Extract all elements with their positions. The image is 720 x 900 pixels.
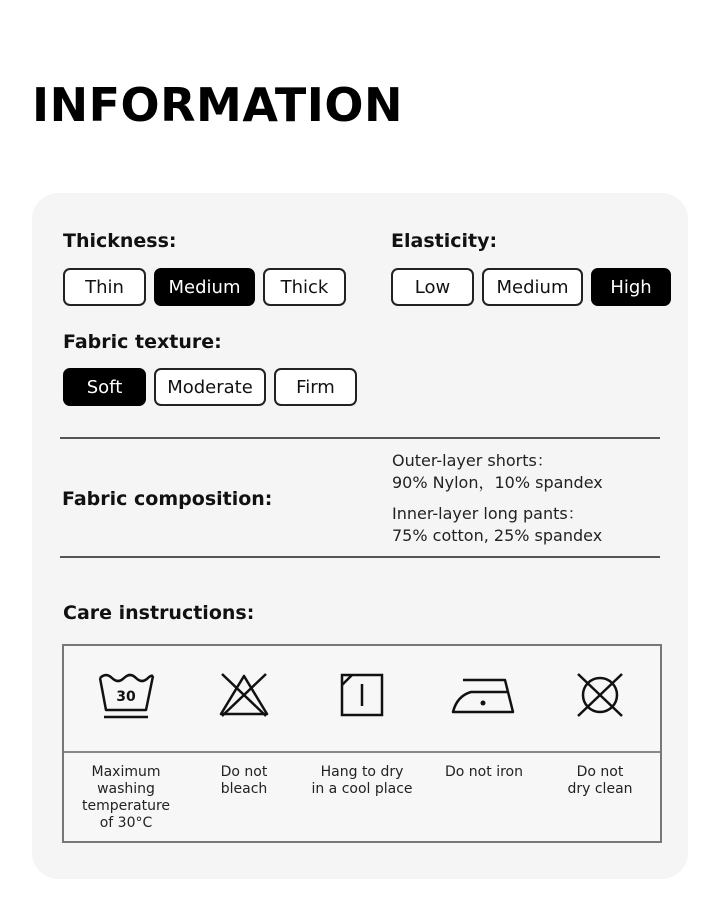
care-item-wash (66, 646, 186, 841)
thickness-option-medium: Medium (154, 268, 255, 306)
page-title: INFORMATION (32, 78, 403, 132)
wash-temperature-number: 30 (116, 689, 136, 705)
care-text-wash: Maximum washing temperature of 30°C (82, 764, 170, 831)
care-text-dry: Hang to dry in a cool place (311, 764, 413, 797)
texture-option-firm: Firm (274, 368, 357, 406)
care-item-bleach (184, 646, 304, 841)
elasticity-label: Elasticity: (391, 230, 498, 252)
care-item-dry-clean (540, 646, 660, 841)
texture-option-moderate: Moderate (154, 368, 266, 406)
divider-top (60, 437, 660, 439)
thickness-option-thin: Thin (63, 268, 146, 306)
elasticity-option-medium: Medium (482, 268, 583, 306)
inner-layer-value: 75% cotton, 25% spandex (392, 526, 603, 545)
elasticity-option-high: High (591, 268, 671, 306)
care-item-dry (302, 646, 422, 841)
line-dry-shade-icon (337, 670, 387, 724)
no-iron-icon (449, 670, 519, 724)
care-item-iron (424, 646, 544, 841)
fabric-composition-label: Fabric composition: (62, 488, 273, 510)
elasticity-option-low: Low (391, 268, 474, 306)
fabric-texture-label: Fabric texture: (63, 331, 222, 353)
care-instructions-label: Care instructions: (63, 602, 255, 624)
no-bleach-icon (217, 670, 271, 724)
info-card (32, 193, 688, 879)
care-text-dry-clean: Do not dry clean (567, 764, 633, 797)
care-table (62, 644, 662, 843)
care-text-iron: Do not iron (445, 764, 523, 780)
no-dry-clean-icon (572, 670, 628, 724)
wash-30-icon (96, 670, 156, 726)
thickness-option-thick: Thick (263, 268, 346, 306)
thickness-label: Thickness: (63, 230, 177, 252)
inner-layer-title: Inner-layer long pants： (392, 504, 584, 523)
divider-bottom (60, 556, 660, 558)
outer-layer-value: 90% Nylon，10% spandex (392, 473, 603, 492)
outer-layer-title: Outer-layer shorts： (392, 451, 553, 470)
care-text-bleach: Do not bleach (220, 764, 268, 797)
texture-option-soft: Soft (63, 368, 146, 406)
